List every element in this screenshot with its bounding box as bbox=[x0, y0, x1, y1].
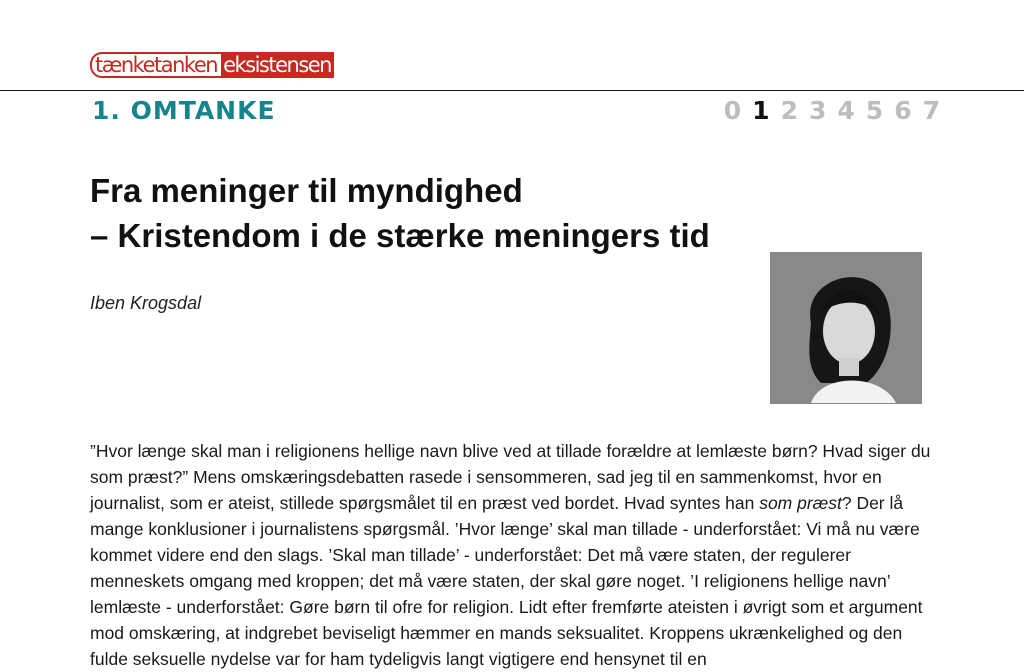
page-link-3[interactable]: 3 bbox=[808, 96, 827, 125]
page-link-7[interactable]: 7 bbox=[922, 96, 940, 125]
site-logo[interactable] bbox=[90, 52, 334, 78]
page-link-1[interactable]: 1 bbox=[752, 96, 770, 125]
logo-eksistensen: eksistensen bbox=[221, 52, 334, 78]
chapter-pager bbox=[724, 95, 940, 127]
page-link-4[interactable]: 4 bbox=[837, 96, 855, 125]
body-text-part-2: ? Der lå mange konklusioner i journalistens spørgsmål. ’Hvor længe’ skal man tillade - underforstået: Vi må nu være kommet videre end den slags. ’Skal man tillade’ - underforstået: Det må være staten, der regulerer menneskets omgang med kroppen; det må være staten, der skal gøre noget. ’I religionens hellige navn’ lemlæste - underforstået: Gøre børn til ofre for religion. Lidt efter fremførte ateisten i øvrigt som et argument mod omskæring, at indgrebet beviseligt hæmmer en mands seksualitet. Kroppens ukrænkelighed og den fulde seksuelle nydelse var for ham tydeligvis langt vigtigere end hensynet til en bbox=[90, 493, 923, 669]
title-line-2: – Kristendom i de stærke meningers tid bbox=[90, 217, 710, 254]
section-label: 1. OMTANKE bbox=[92, 96, 276, 125]
body-paragraph bbox=[90, 438, 938, 672]
page-link-5[interactable]: 5 bbox=[865, 96, 884, 125]
article-title bbox=[90, 168, 710, 258]
page-link-2[interactable]: 2 bbox=[780, 96, 798, 125]
author-name: Iben Krogsdal bbox=[90, 293, 202, 313]
article-body bbox=[90, 438, 938, 672]
author-portrait-icon bbox=[770, 252, 922, 404]
page-link-0[interactable]: 0 bbox=[723, 96, 742, 125]
portrait-graphic bbox=[771, 253, 921, 403]
body-text-part-1: ”Hvor længe skal man i religionens hellige navn blive ved at tillade forældre at lemlæste børn? Hvad siger du som præst?” Mens omskæringsdebatten rasede i sensommeren, sad jeg til en sammenkomst, hvor en journalist, som er ateist, stillede spørgsmålet til en præst ved bordet. Hvad syntes han bbox=[90, 441, 931, 513]
logo-taenketanken: tænketanken bbox=[90, 52, 221, 78]
header-divider bbox=[0, 90, 1024, 91]
body-emphasis: som præst bbox=[759, 493, 842, 513]
page-link-6[interactable]: 6 bbox=[894, 96, 912, 125]
title-line-1: Fra meninger til myndighed bbox=[90, 172, 523, 209]
